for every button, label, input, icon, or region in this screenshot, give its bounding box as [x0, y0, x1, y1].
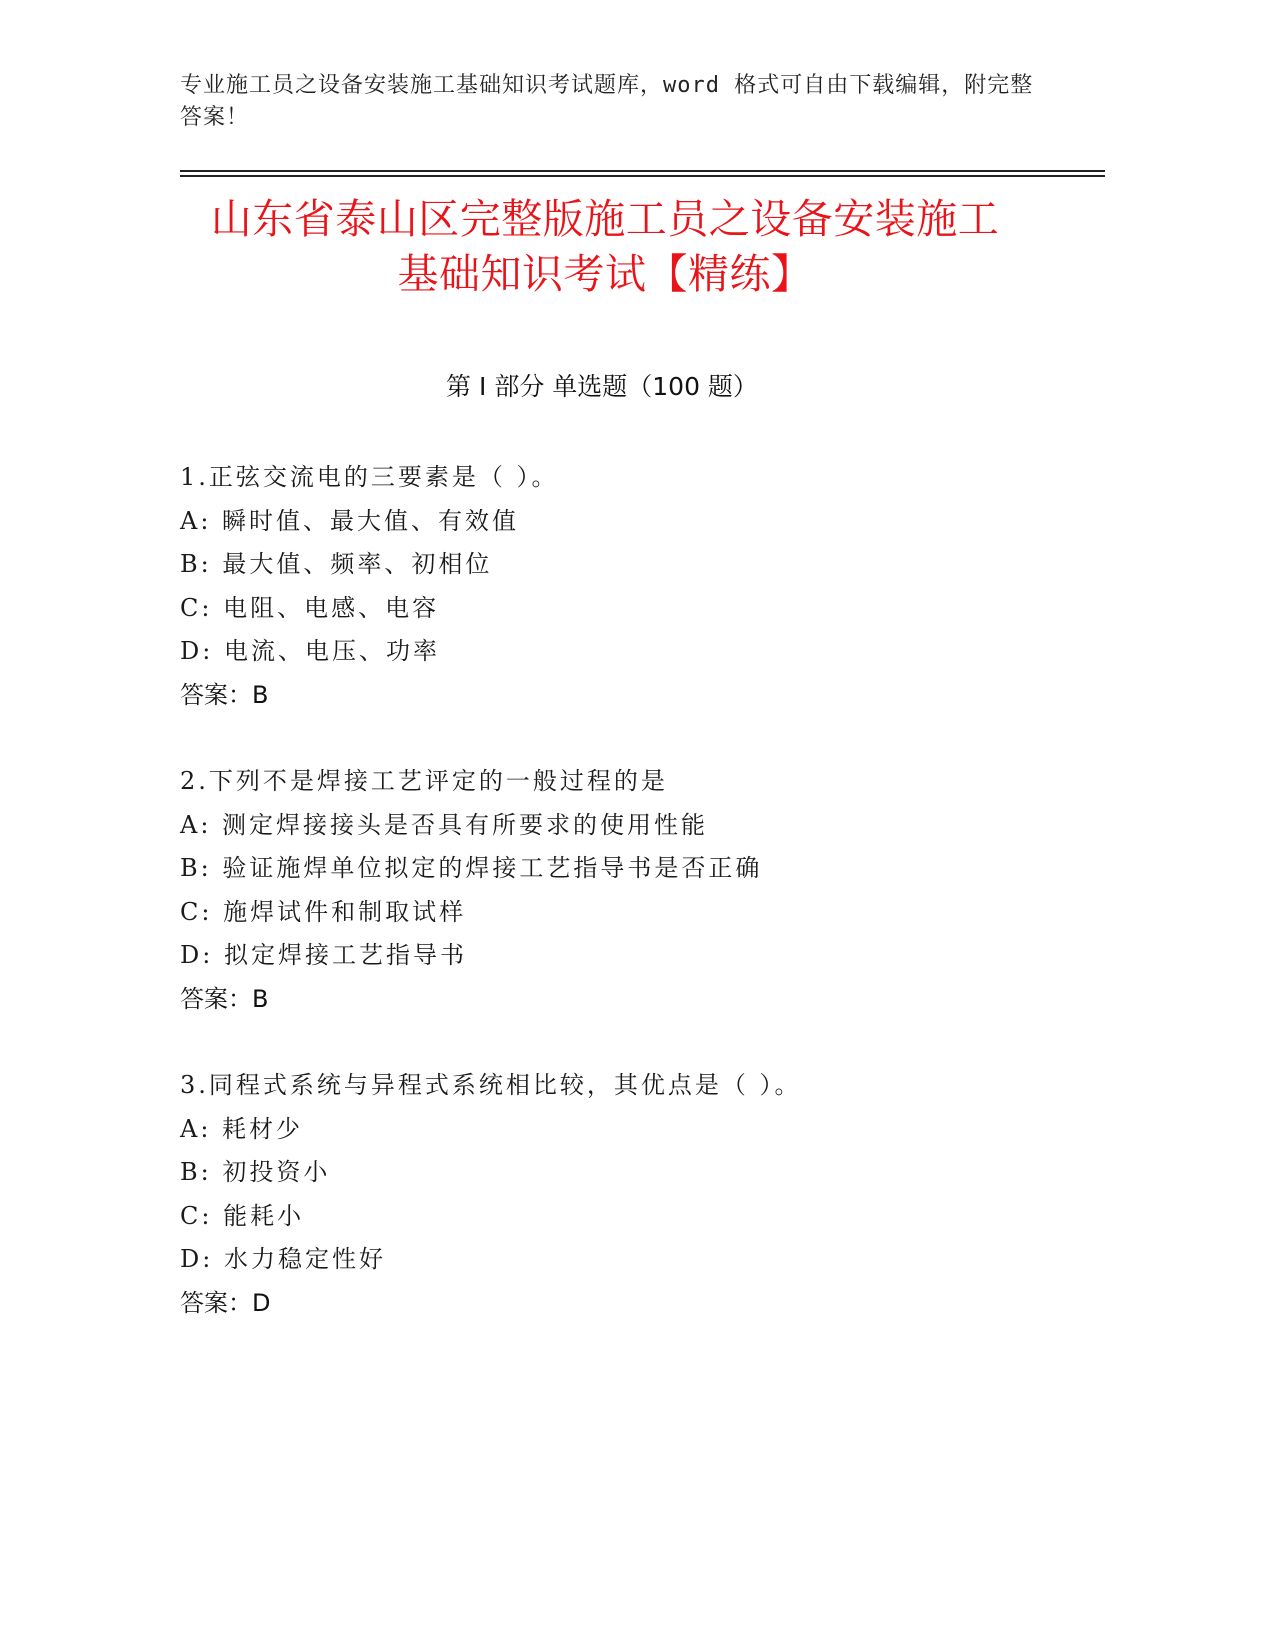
question-stem: 2.下列不是焊接工艺评定的一般过程的是	[180, 767, 668, 795]
document-title-line-1: 山东省泰山区完整版施工员之设备安装施工	[210, 195, 1000, 243]
answer: 答案：B	[180, 984, 269, 1013]
section-title: 第 I 部分 单选题（100 题）	[446, 372, 758, 401]
option-c: C: 施焊试件和制取试样	[180, 897, 467, 926]
question-list	[180, 456, 1120, 1368]
option-a: A: 测定焊接接头是否具有所要求的使用性能	[180, 810, 709, 839]
document-title-line-2: 基础知识考试【精练】	[397, 250, 813, 298]
option-d: D: 水力稳定性好	[180, 1245, 386, 1273]
question-2	[180, 760, 1120, 1021]
question-stem: 1.正弦交流电的三要素是（ ）。	[180, 463, 559, 491]
option-a: A: 瞬时值、最大值、有效值	[180, 506, 520, 535]
answer: 答案：B	[180, 680, 269, 709]
option-b: B: 最大值、频率、初相位	[180, 550, 493, 578]
document-title	[150, 192, 1060, 302]
header-divider-top	[180, 170, 1105, 172]
option-b: B: 验证施焊单位拟定的焊接工艺指导书是否正确	[180, 854, 763, 882]
option-c: C: 电阻、电感、电容	[180, 593, 440, 622]
option-d: D: 拟定焊接工艺指导书	[180, 941, 467, 969]
question-1	[180, 456, 1120, 717]
header-note: 专业施工员之设备安装施工基础知识考试题库，word 格式可自由下载编辑，附完整答案！	[180, 73, 1034, 130]
option-b: B: 初投资小	[180, 1158, 331, 1186]
answer: 答案：D	[180, 1288, 271, 1317]
header-divider-bottom	[180, 175, 1105, 177]
question-stem: 3.同程式系统与异程式系统相比较，其优点是（ ）。	[180, 1071, 802, 1099]
option-a: A: 耗材少	[180, 1114, 304, 1143]
option-d: D: 电流、电压、功率	[180, 637, 440, 665]
question-3	[180, 1064, 1120, 1325]
option-c: C: 能耗小	[180, 1201, 305, 1230]
